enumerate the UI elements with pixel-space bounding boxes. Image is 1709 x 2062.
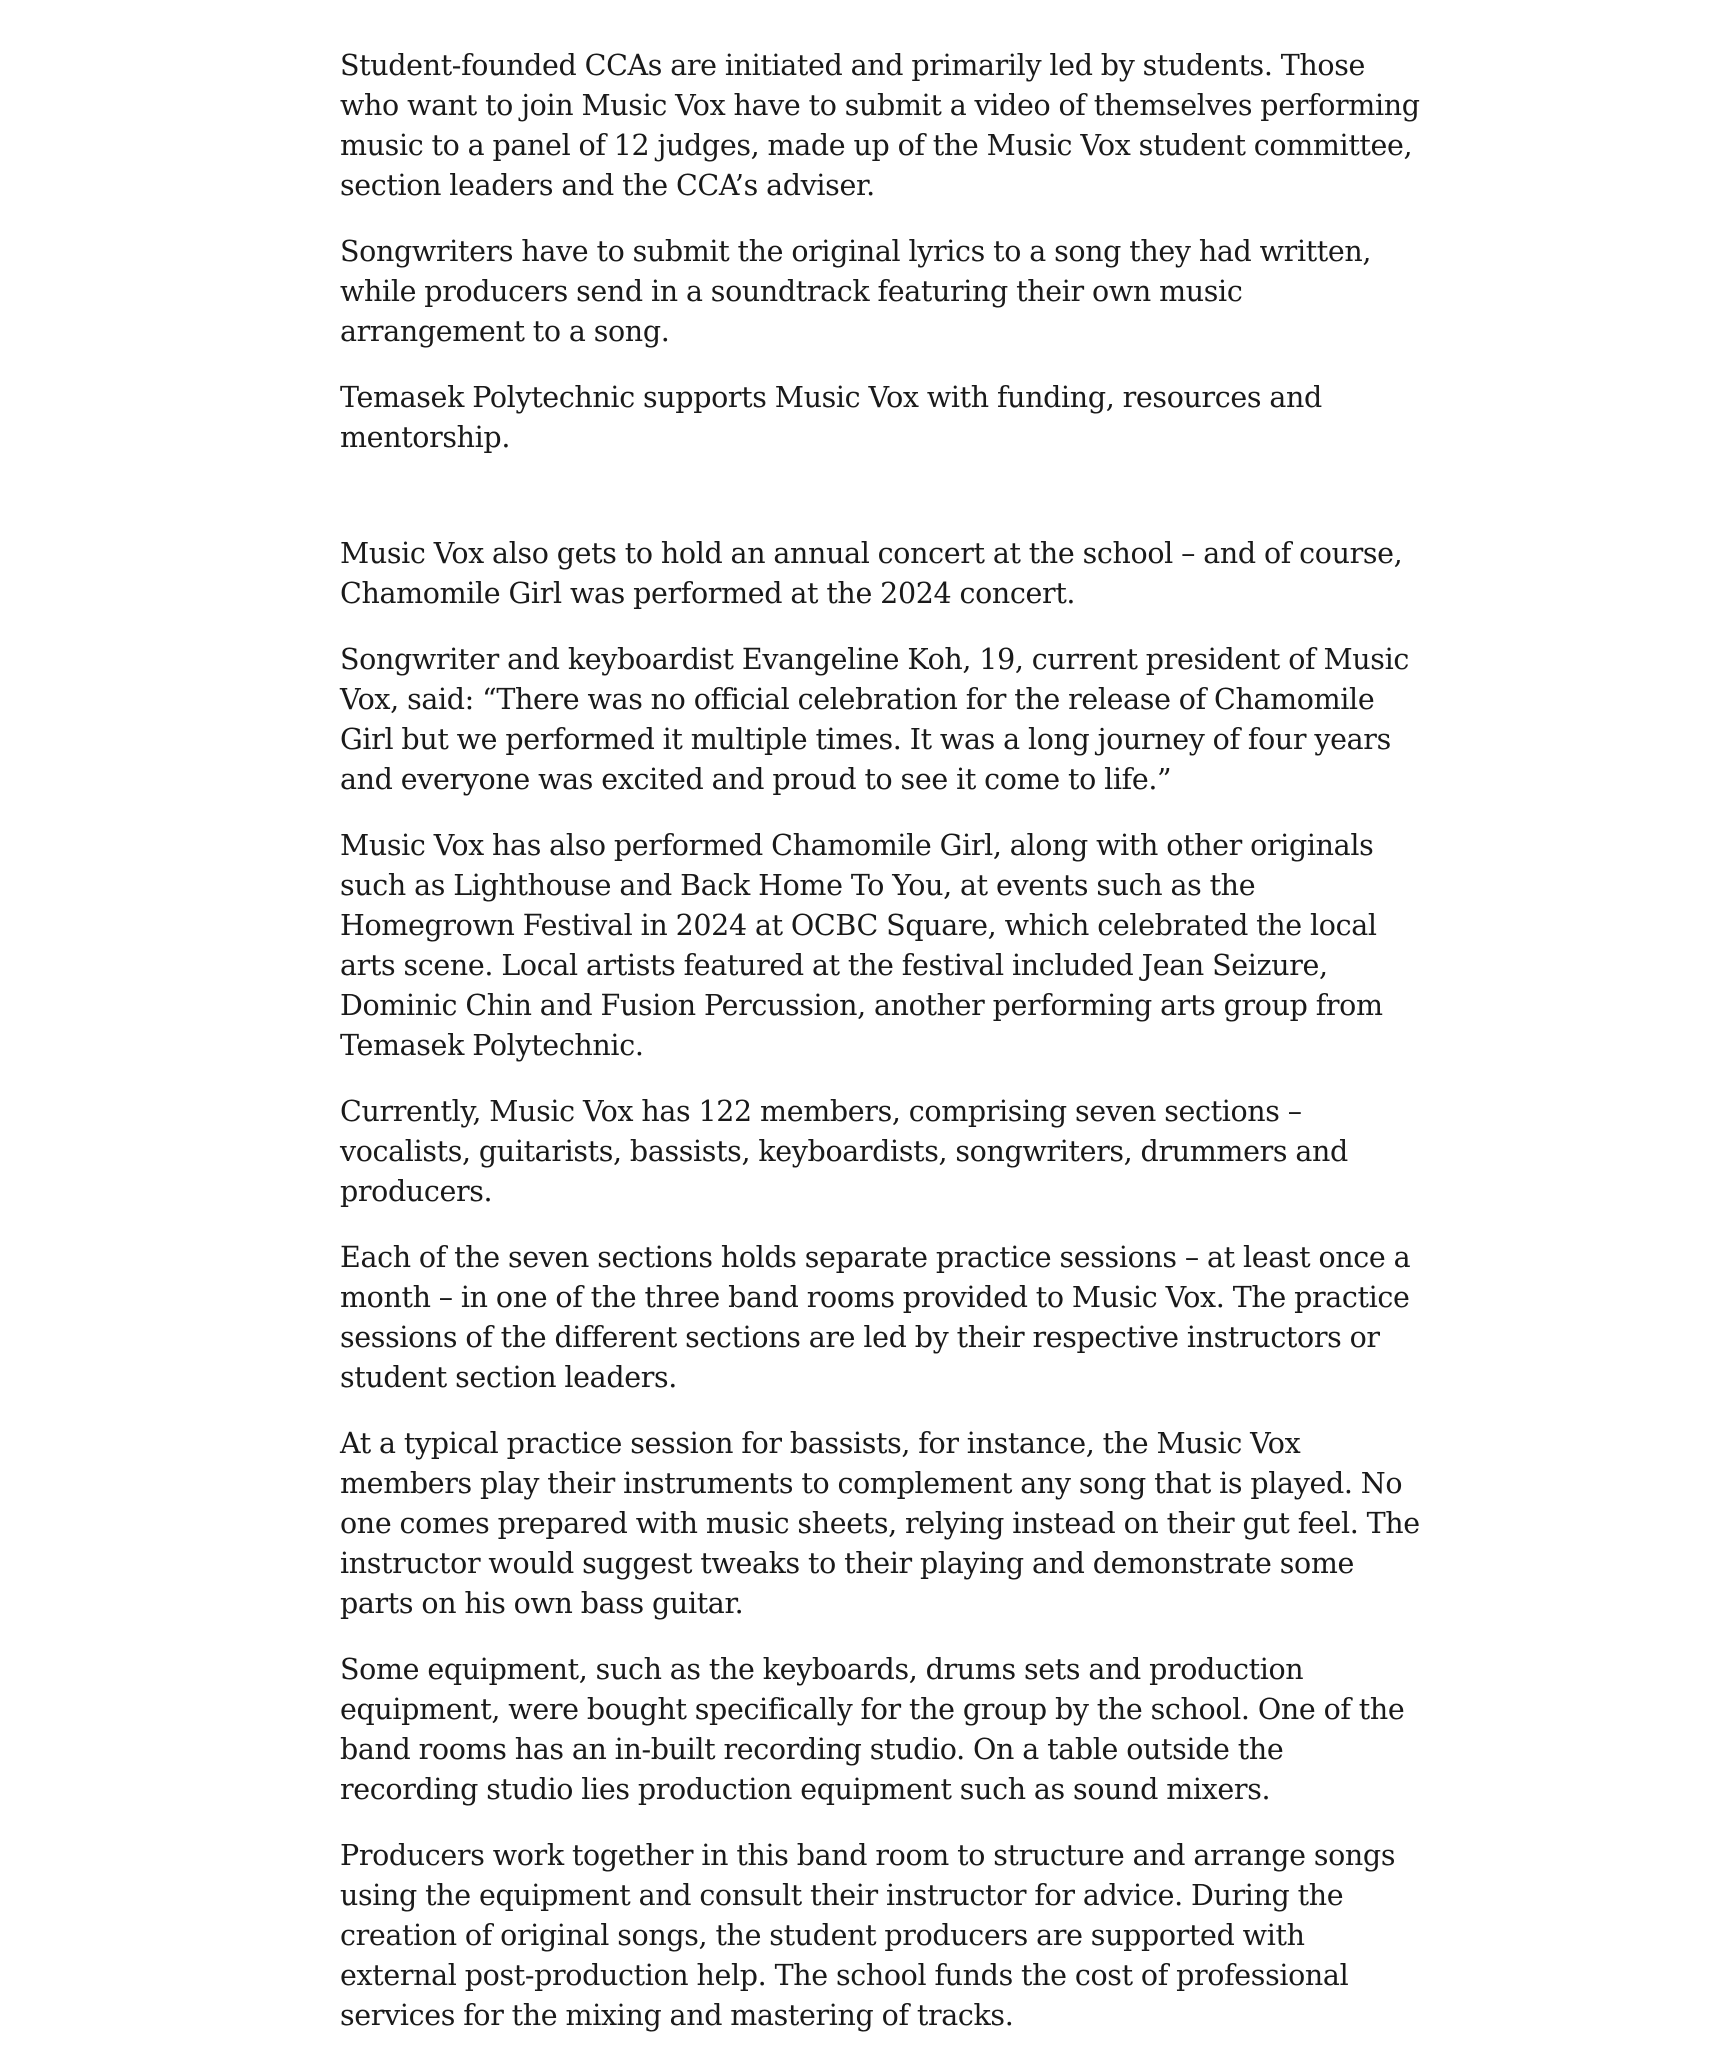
- paragraph-bassist-practice: At a typical practice session for bassists, for instance, the Music Vox members play their instruments to complement any song that is played. No one comes prepared with music sheets, relying instead on their gut feel. The instructor would suggest tweaks to their playing and demonstrate some parts on his own bass guitar.: [340, 1427, 1420, 1620]
- paragraph-practice-sessions: Each of the seven sections holds separate practice sessions – at least once a month – in one of the three band rooms provided to Music Vox. The practice sessions of the different sections are led by their respective instructors or student section leaders.: [340, 1241, 1411, 1394]
- paragraph-songwriters-producers: Songwriters have to submit the original lyrics to a song they had written, while producers send in a soundtrack featuring their own music arrangement to a song.: [340, 235, 1372, 348]
- paragraph-membership-sections: Currently, Music Vox has 122 members, comprising seven sections – vocalists, guitarists, bassists, keyboardists, songwriters, drummers and producers.: [340, 1095, 1348, 1208]
- article-body: [340, 46, 1420, 2062]
- paragraph-producers: Producers work together in this band room to structure and arrange songs using the equipment and consult their instructor for advice. During the creation of original songs, the student producers are supported with external post-production help. The school funds the cost of professional services for the mixing and mastering of tracks.: [340, 1839, 1396, 2032]
- paragraph-school-support: Temasek Polytechnic supports Music Vox with funding, resources and mentorship.: [340, 381, 1322, 454]
- paragraph-membership-audition: Student-founded CCAs are initiated and primarily led by students. Those who want to join Music Vox have to submit a video of themselves performing music to a panel of 12 judges, made up of the Music Vox student committee, section leaders and the CCA’s adviser.: [340, 49, 1420, 202]
- paragraph-equipment: Some equipment, such as the keyboards, drums sets and production equipment, were bought specifically for the group by the school. One of the band rooms has an in-built recording studio. On a table outside the recording studio lies production equipment such as sound mixers.: [340, 1653, 1405, 1806]
- paragraph-annual-concert: Music Vox also gets to hold an annual concert at the school – and of course, Chamomile Girl was performed at the 2024 concert.: [340, 537, 1403, 610]
- paragraph-homegrown-festival: Music Vox has also performed Chamomile Girl, along with other originals such as Lighthouse and Back Home To You, at events such as the Homegrown Festival in 2024 at OCBC Square, which celebrated the local arts scene. Local artists featured at the festival included Jean Seizure, Dominic Chin and Fusion Percussion, another performing arts group from Temasek Polytechnic.: [340, 829, 1383, 1062]
- paragraph-president-quote: Songwriter and keyboardist Evangeline Koh, 19, current president of Music Vox, said: “There was no official celebration for the release of Chamomile Girl but we performed it multiple times. It was a long journey of four years and everyone was excited and proud to see it come to life.”: [340, 643, 1409, 796]
